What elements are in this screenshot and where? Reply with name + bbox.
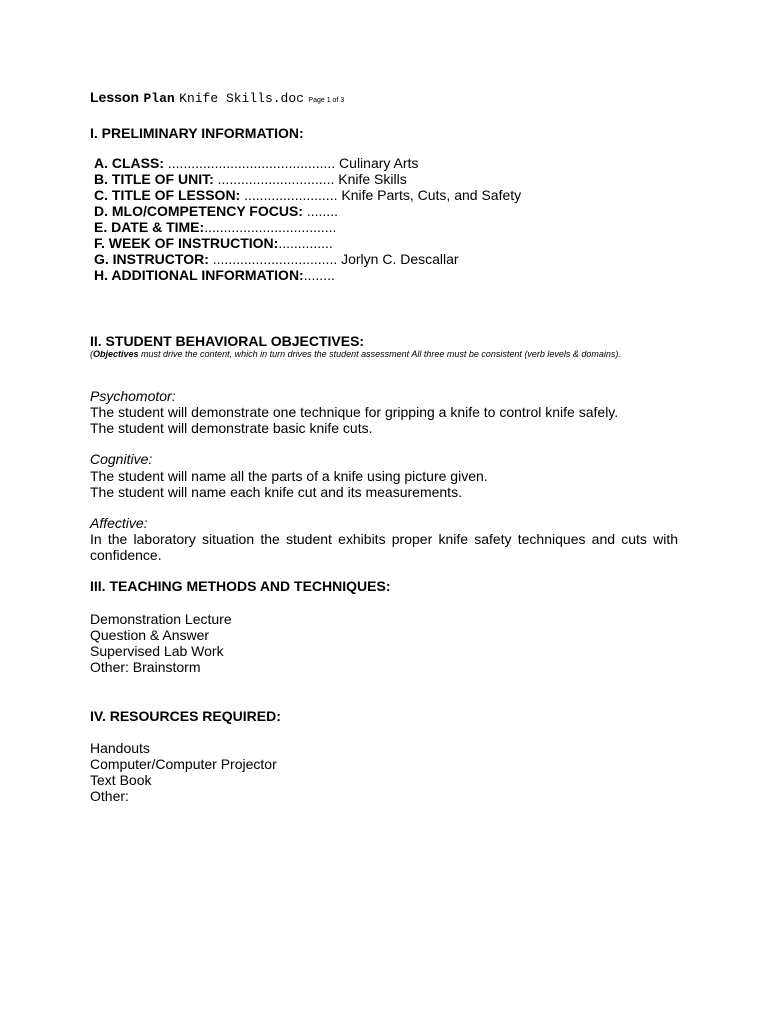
info-row-date: E. DATE & TIME:.................................. bbox=[94, 219, 337, 235]
list-item: Demonstration Lecture bbox=[90, 611, 232, 627]
title-word-plan: Plan bbox=[143, 91, 175, 106]
list-item: Supervised Lab Work bbox=[90, 643, 224, 659]
info-row-lesson: C. TITLE OF LESSON: ........................ Knife Parts, Cuts, and Safety bbox=[94, 187, 522, 203]
page-info: Page 1 of 3 bbox=[308, 97, 345, 104]
info-row-instructor: G. INSTRUCTOR: ................................ Jorlyn C. Descallar bbox=[94, 251, 459, 267]
section-heading-objectives: II. STUDENT BEHAVIORAL OBJECTIVES: bbox=[90, 333, 365, 349]
list-item: Computer/Computer Projector bbox=[90, 756, 277, 772]
document-title bbox=[90, 89, 344, 107]
title-word-lesson: Lesson bbox=[90, 89, 140, 105]
list-item: Other: Brainstorm bbox=[90, 659, 201, 675]
section-heading-resources: IV. RESOURCES REQUIRED: bbox=[90, 708, 281, 724]
list-item: The student will name each knife cut and its measurements. bbox=[90, 484, 462, 500]
affective-label: Affective: bbox=[90, 515, 148, 531]
info-row-additional: H. ADDITIONAL INFORMATION:........ bbox=[94, 267, 335, 283]
info-row-mlo: D. MLO/COMPETENCY FOCUS: ........ bbox=[94, 203, 338, 219]
section-heading-preliminary: I. PRELIMINARY INFORMATION: bbox=[90, 125, 304, 141]
teaching-methods-list bbox=[90, 611, 232, 675]
title-filename: Knife Skills.doc bbox=[179, 91, 304, 106]
cognitive-objectives bbox=[90, 468, 488, 500]
psychomotor-objectives bbox=[90, 404, 618, 436]
objectives-note: (Objectives must drive the content, which in turn drives the student assessment All three must be consistent (verb levels & domains). bbox=[90, 349, 621, 359]
list-item: Text Book bbox=[90, 772, 152, 788]
preliminary-info-list bbox=[94, 155, 521, 283]
info-row-week: F. WEEK OF INSTRUCTION:.............. bbox=[94, 235, 333, 251]
list-item: Other: bbox=[90, 788, 129, 804]
info-row-unit: B. TITLE OF UNIT: .............................. Knife Skills bbox=[94, 171, 407, 187]
list-item: The student will name all the parts of a knife using picture given. bbox=[90, 468, 488, 484]
list-item: Question & Answer bbox=[90, 627, 210, 643]
resources-list bbox=[90, 740, 277, 804]
list-item: The student will demonstrate basic knife cuts. bbox=[90, 420, 373, 436]
cognitive-label: Cognitive: bbox=[90, 451, 153, 467]
psychomotor-label: Psychomotor: bbox=[90, 388, 176, 404]
list-item: Handouts bbox=[90, 740, 150, 756]
affective-objective: In the laboratory situation the student exhibits proper knife safety techniques and cuts with confidence. bbox=[90, 531, 678, 563]
list-item: The student will demonstrate one technique for gripping a knife to control knife safely. bbox=[90, 404, 619, 420]
info-row-class: A. CLASS: ........................................... Culinary Arts bbox=[94, 155, 419, 171]
section-heading-teaching-methods: III. TEACHING METHODS AND TECHNIQUES: bbox=[90, 578, 391, 594]
